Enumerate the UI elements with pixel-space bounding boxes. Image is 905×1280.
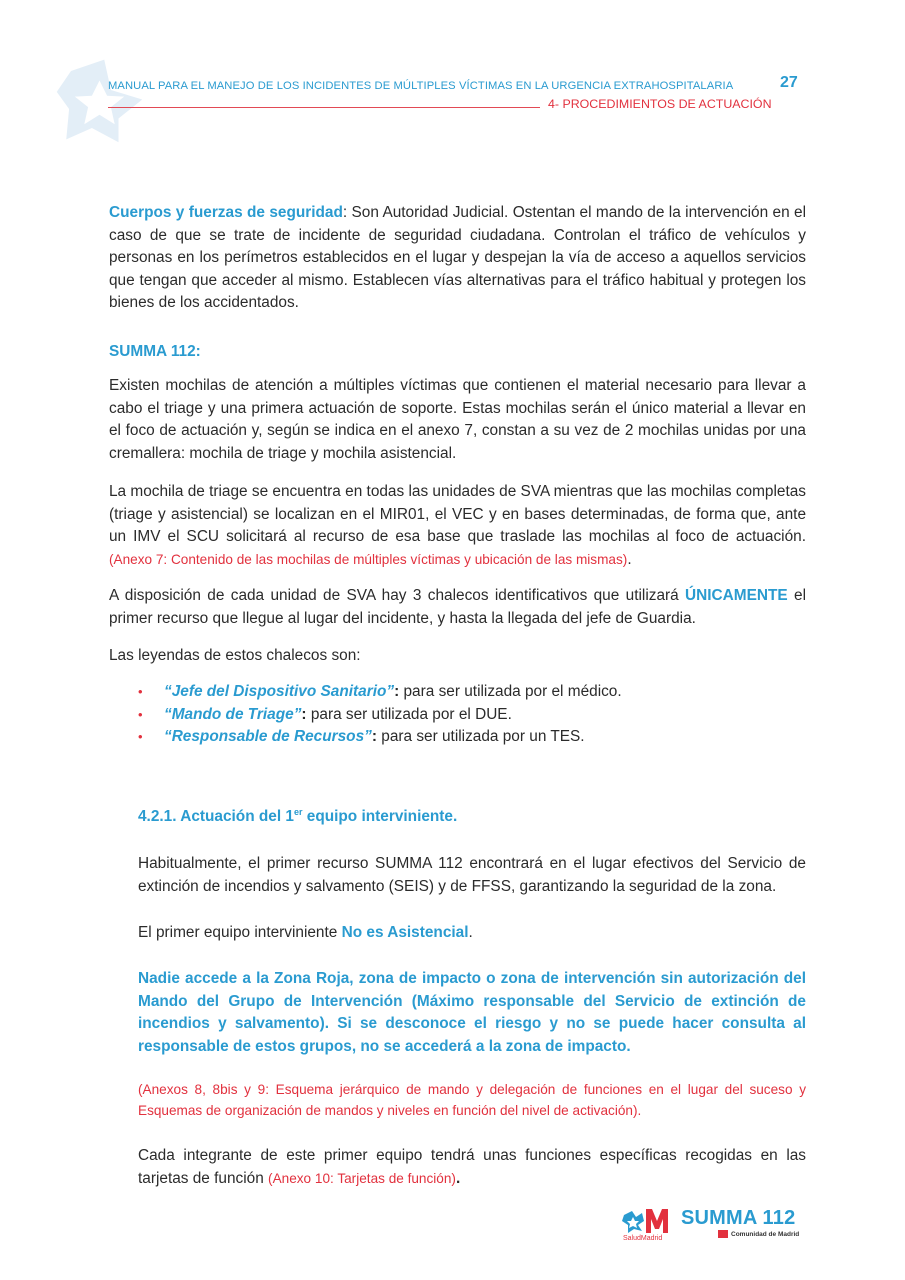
section-title: 4- PROCEDIMIENTOS DE ACTUACIÓN (548, 97, 772, 111)
paragraph-tarjetas (138, 1145, 806, 1190)
list-item (138, 704, 806, 727)
vest-description: para ser utilizada por un TES. (376, 728, 585, 746)
warning-text: Nadie accede a la Zona Roja, zona de impacto o zona de intervención sin autorización del Mando del Grupo de Intervención (Máximo responsable del Servicio de extinción de incendios y salvamento). Si se desconoce el riesgo y no se puede hacer consulta al responsable de estos grupos, no se accederá a la zona de impacto. (138, 970, 806, 1055)
punct: . (627, 550, 632, 568)
annex-reference: (Anexo 10: Tarjetas de función) (268, 1170, 456, 1186)
vest-description: para ser utilizada por el médico. (399, 683, 622, 700)
org-name: Comunidad de Madrid (731, 1230, 800, 1238)
vest-label: “Responsable de Recursos” (164, 728, 372, 746)
paragraph-leyendas (109, 645, 806, 668)
summa-brand: SUMMA 112 (681, 1207, 796, 1229)
ordinal-suffix: er (293, 806, 303, 817)
paragraph-habitualmente (138, 853, 806, 898)
paragraph-chalecos (109, 585, 806, 630)
paragraph-text: Existen mochilas de atención a múltiples víctimas que contienen el material necesario para llevar a cabo el triage y una primera actuación de soporte. Estas mochilas serán el único material a llevar en el foco de actuación y, según se indica en el anexo 7, constan a su vez de 2 mochilas unidas por una cremallera: mochila de triage y mochila asistencial. (109, 377, 806, 462)
svg-text:SaludMadrid: SaludMadrid (623, 1235, 663, 1241)
paragraph-text: Las leyendas de estos chalecos son: (109, 647, 361, 664)
paragraph-no-asistencial (138, 922, 806, 945)
salud-madrid-logo-icon (622, 1205, 678, 1241)
subsection-number: 4.2.1. Actuación del 1 (138, 808, 294, 825)
paragraph-text: el primer recurso que llegue al lugar del incidente, y hasta la llegada del jefe de Guardia. (109, 587, 806, 627)
header-divider (108, 107, 540, 108)
list-item (138, 681, 806, 704)
separator: : (394, 683, 400, 700)
bullet-icon: • (138, 706, 143, 722)
vest-label: “Jefe del Dispositivo Sanitario” (164, 683, 395, 700)
emphasis-unicamente: ÚNICAMENTE (685, 587, 788, 604)
heading-summa (109, 341, 806, 364)
paragraph-security-forces (109, 202, 806, 315)
bullet-list (138, 681, 806, 749)
paragraph-text: : Son Autoridad Judicial. Ostentan el mando de la intervención en el caso de que se trate de incidente de seguridad ciudadana. Controlan el tráfico de vehículos y personas en los perímetros establecidos en el lugar y despejan la vía de acceso a aquellos servicios que tengan que acceder al mismo. Establecen vías alternativas para el tráfico habitual y protegen los bienes de los accidentados. (109, 204, 806, 312)
watermark-star-logo-icon (52, 52, 147, 147)
paragraph-text: El primer equipo interviniente (138, 924, 342, 941)
paragraph-text: Cada integrante de este primer equipo tendrá unas funciones específicas recogidas en las tarjetas de función (138, 1147, 806, 1187)
paragraph-text: Habitualmente, el primer recurso SUMMA 112 encontrará en el lugar efectivos del Servicio de extinción de incendios y salvamento (SEIS) y de FFSS, garantizando la seguridad de la zona. (138, 855, 806, 895)
emphasis-no-asistencial: No es Asistencial (341, 924, 469, 941)
vest-label: “Mando de Triage” (164, 705, 302, 723)
bullet-icon: • (138, 684, 143, 699)
bullet-icon: • (138, 729, 143, 745)
annex-text: (Anexos 8, 8bis y 9: Esquema jerárquico de mando y delegación de funciones en el lugar del suceso y Esquemas de organización de mandos y niveles en función del nivel de activación). (138, 1082, 806, 1118)
paragraph-text: La mochila de triage se encuentra en todas las unidades de SVA mientras que las mochilas completas (triage y asistencial) se localizan en el MIR01, el VEC y en bases determinadas, de forma que, ante un IMV el SCU solicitará al recurso de esa base que traslade las mochilas al foco de actuación. (109, 483, 806, 546)
paragraph-mochilas (109, 375, 806, 465)
separator: : (371, 728, 377, 746)
subsection-heading (138, 806, 806, 829)
madrid-flag-icon (718, 1230, 728, 1238)
warning-zona-roja (138, 968, 806, 1058)
comunidad-madrid-logo (718, 1230, 799, 1238)
term-security-forces: Cuerpos y fuerzas de seguridad (109, 204, 343, 221)
punct: . (468, 924, 473, 941)
annex-reference-8-9 (138, 1080, 806, 1121)
document-title: MANUAL PARA EL MANEJO DE LOS INCIDENTES DE MÚLTIPLES VÍCTIMAS EN LA URGENCIA EXTRAHOSPITALARIA (108, 80, 734, 92)
paragraph-mochila-triage (109, 481, 806, 571)
list-item (138, 726, 806, 749)
paragraph-text: A disposición de cada unidad de SVA hay 3 chalecos identificativos que utilizará (109, 587, 686, 604)
annex-reference: (Anexo 7: Contenido de las mochilas de múltiples víctimas y ubicación de las mismas) (109, 551, 628, 567)
punct: . (455, 1169, 461, 1187)
subsection-title: equipo interviniente. (302, 808, 458, 825)
separator: : (301, 705, 307, 723)
page-number: 27 (780, 74, 798, 91)
heading-text: SUMMA 112: (109, 343, 201, 360)
vest-description: para ser utilizada por el DUE. (306, 705, 512, 723)
